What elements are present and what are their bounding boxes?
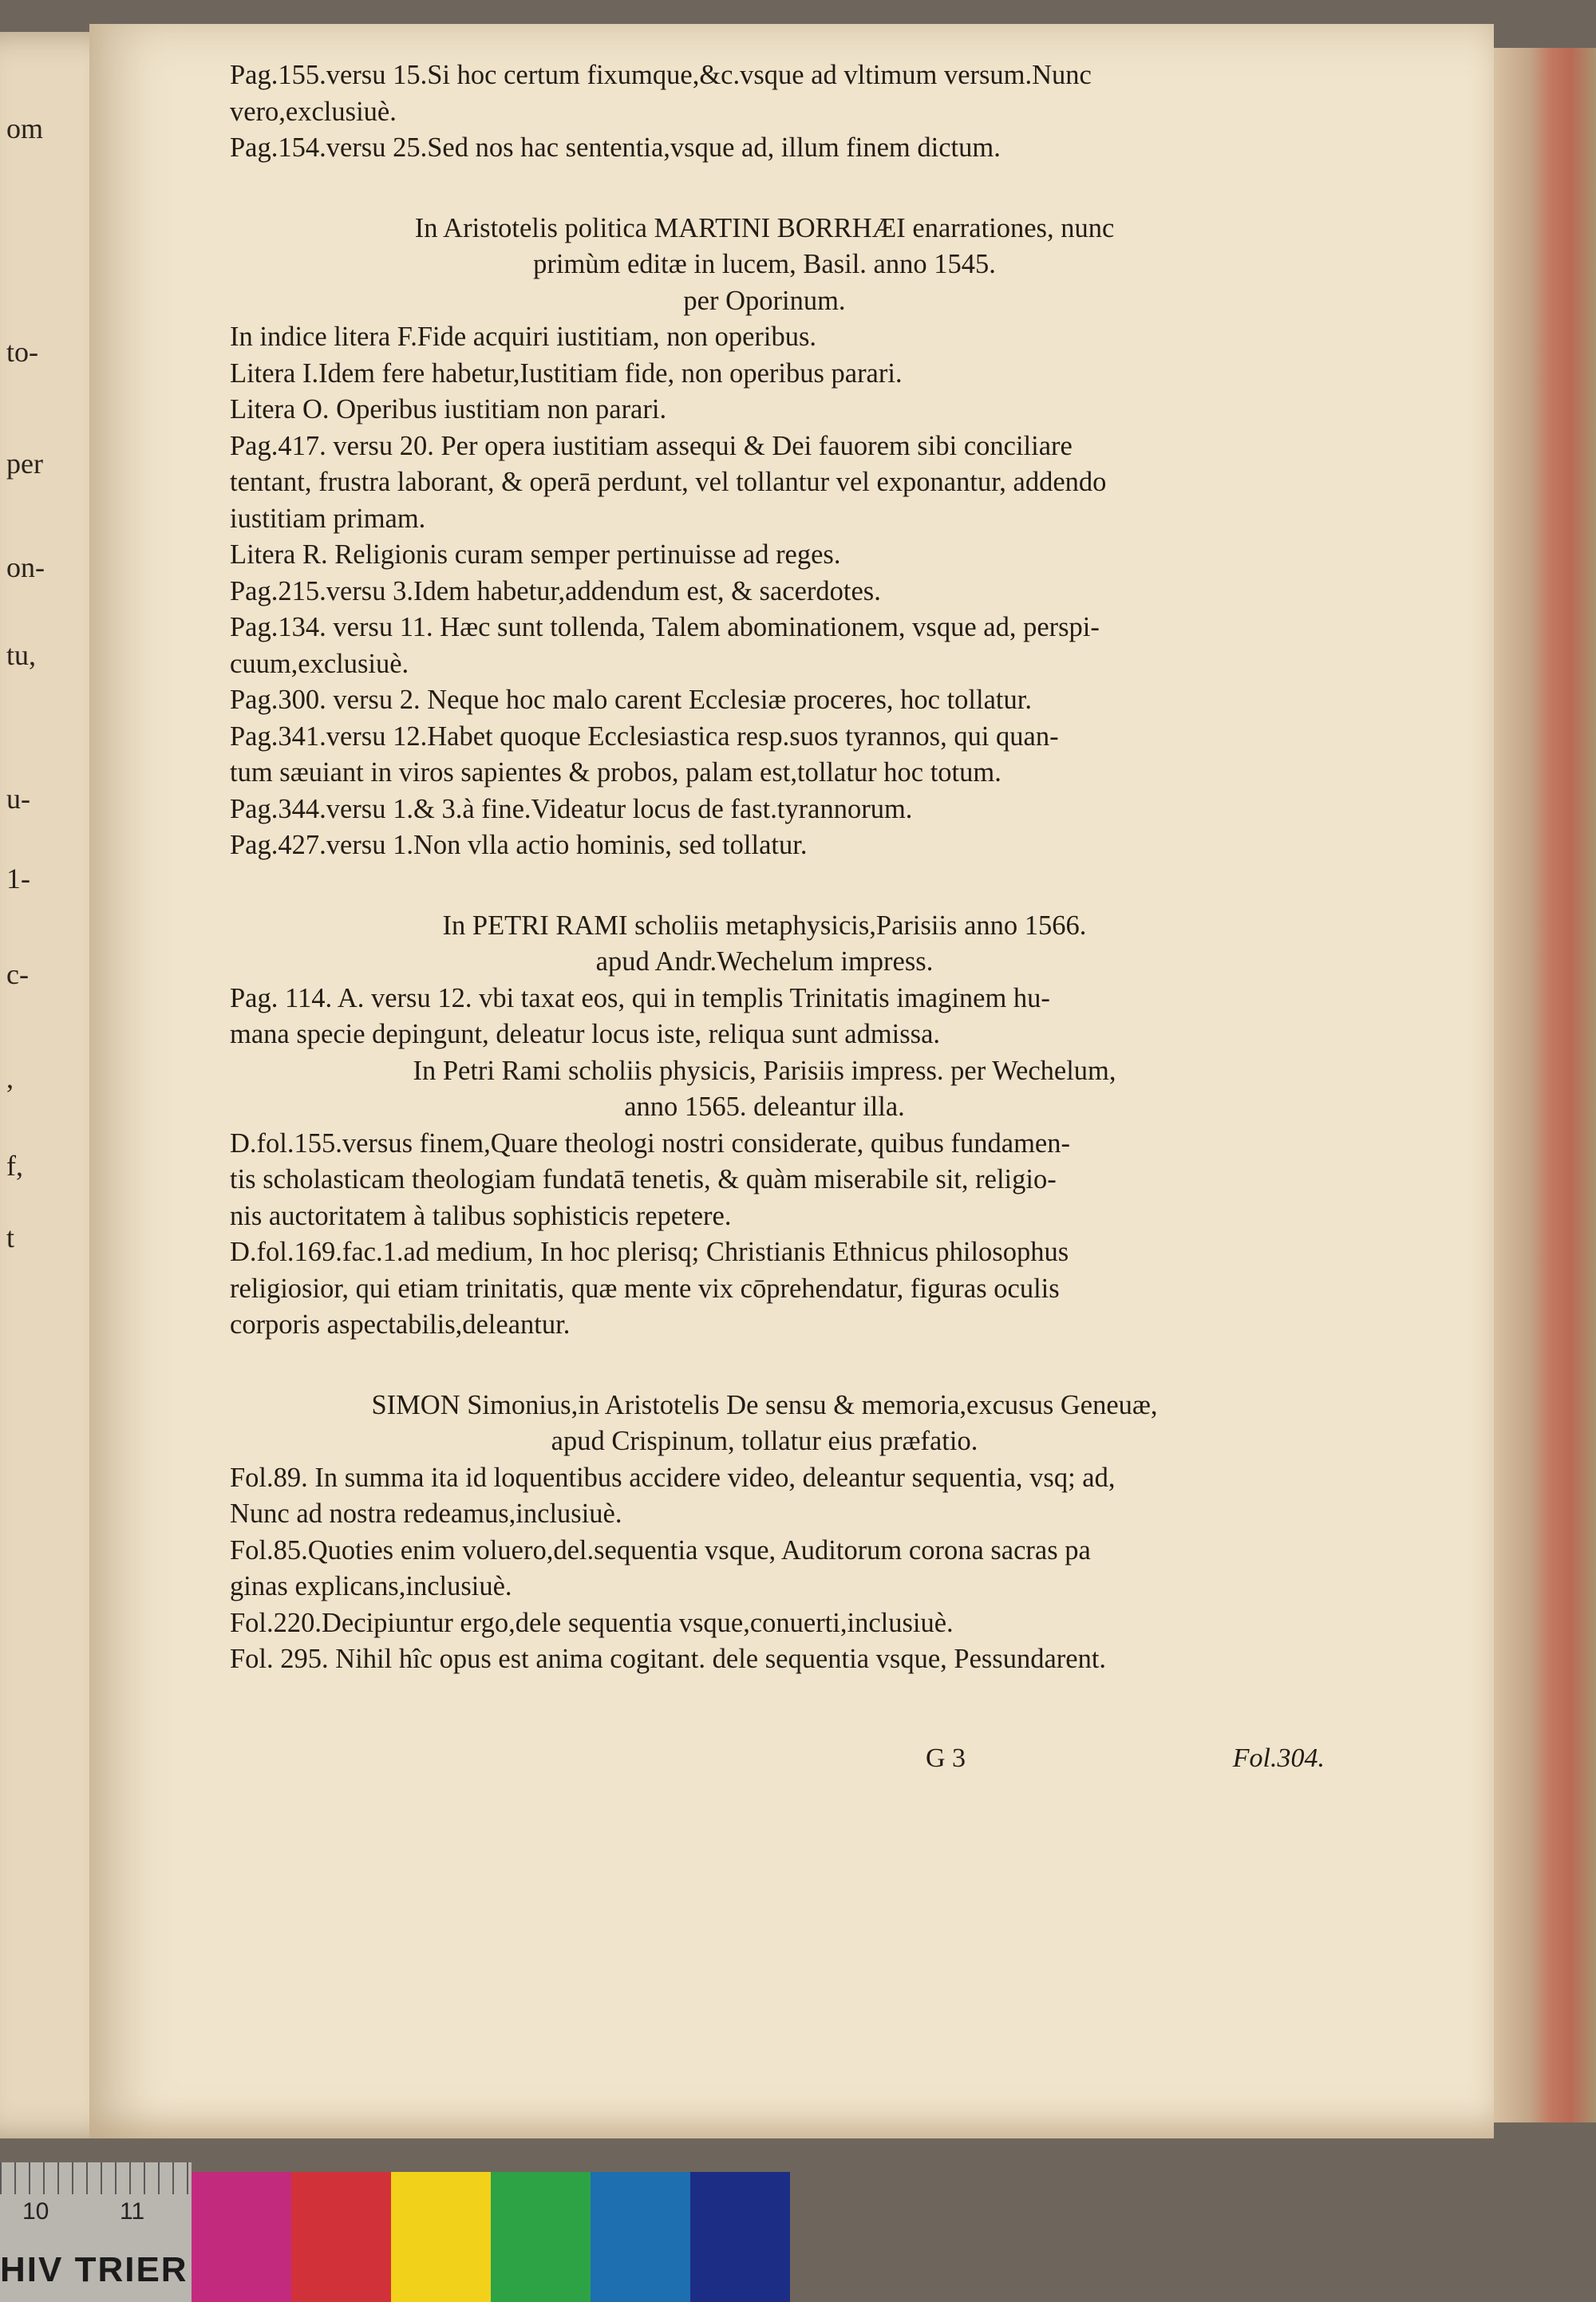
text-line: Pag.154.versu 25.Sed nos hac sententia,vsque ad, illum finem dictum. <box>230 132 1001 163</box>
section-heading-line: per Oporinum. <box>683 285 846 316</box>
color-swatch <box>491 2172 591 2302</box>
left-margin-fragment: f, <box>6 1150 23 1182</box>
left-margin-fragment: on- <box>6 551 45 583</box>
section-heading-line: SIMON Simonius,in Aristotelis De sensu & memoria,excusus Geneuæ, <box>371 1389 1158 1420</box>
text-line: Pag.134. versu 11. Hæc sunt tollenda, Talem abominationem, vsque ad, perspi- <box>230 612 1100 642</box>
text-line: Fol.85.Quoties enim voluero,del.sequentia vsque, Auditorum corona sacras pa <box>230 1534 1091 1566</box>
text-line: tis scholasticam theologiam fundatā tenetis, & quàm miserabile sit, religio- <box>230 1164 1057 1194</box>
paragraph-gap <box>230 167 1299 211</box>
text-line: Litera R. Religionis curam semper pertinuisse ad reges. <box>230 539 841 570</box>
section-heading-line: apud Andr.Wechelum impress. <box>595 946 934 977</box>
section-heading-line: In Petri Rami scholiis physicis, Parisiis impress. per Wechelum, <box>413 1055 1116 1086</box>
text-line: Fol. 295. Nihil hîc opus est anima cogitant. dele sequentia vsque, Pessundarent. <box>230 1644 1107 1674</box>
ruler-ticks <box>0 2162 192 2194</box>
text-line: iustitiam primam. <box>230 503 426 534</box>
section-heading-line: primùm editæ in lucem, Basil. anno 1545. <box>533 249 996 279</box>
text-line: D.fol.155.versus finem,Quare theologi nostri considerate, quibus fundamen- <box>230 1127 1070 1159</box>
page-footer <box>926 1743 1325 1783</box>
text-line: Pag.427.versu 1.Non vlla actio hominis, sed tollatur. <box>230 830 808 860</box>
text-line: Litera O. Operibus iustitiam non parari. <box>230 394 667 424</box>
section-heading-line: anno 1565. deleantur illa. <box>624 1092 905 1122</box>
left-margin-fragment: to- <box>6 336 38 368</box>
text-line: cuum,exclusiuè. <box>230 648 409 679</box>
left-margin-fragment: om <box>6 113 44 144</box>
left-margin-fragment: c- <box>6 958 29 990</box>
text-line: religiosior, qui etiam trinitatis, quæ mente vix cōprehendatur, figuras oculis <box>230 1273 1060 1304</box>
left-margin-fragment: t <box>6 1222 15 1254</box>
ruler-number: 10 <box>22 2198 49 2225</box>
text-line: mana specie depingunt, deleatur locus iste, reliqua sunt admissa. <box>230 1019 941 1049</box>
text-line: D.fol.169.fac.1.ad medium, In hoc plerisq; Christianis Ethnicus philosophus <box>230 1237 1069 1267</box>
text-line: Fol.220.Decipiuntur ergo,dele sequentia vsque,conuerti,inclusiuè. <box>230 1607 954 1638</box>
text-line: Pag.300. versu 2. Neque hoc malo carent Ecclesiæ proceres, hoc tollatur. <box>230 685 1032 715</box>
left-margin-fragment: tu, <box>6 639 37 671</box>
color-swatch <box>591 2172 690 2302</box>
ruler-number: 11 <box>120 2198 145 2225</box>
text-line: In indice litera F.Fide acquiri iustitiam, non operibus. <box>230 322 817 352</box>
page-text <box>230 57 1299 1678</box>
page-fore-edge <box>1494 48 1596 2122</box>
left-margin-fragment: 1- <box>6 863 30 894</box>
section-heading-line: apud Crispinum, tollatur eius præfatio. <box>551 1426 978 1456</box>
left-margin-fragment: , <box>6 1062 14 1094</box>
text-line: Fol.89. In summa ita id loquentibus accidere video, deleantur sequentia, vsq; ad, <box>230 1462 1116 1493</box>
text-line: Pag.341.versu 12.Habet quoque Ecclesiastica resp.suos tyrannos, qui quan- <box>230 721 1059 752</box>
text-line: ginas explicans,inclusiuè. <box>230 1571 512 1601</box>
color-swatch <box>192 2172 291 2302</box>
left-margin-fragment: per <box>6 448 43 480</box>
text-line: vero,exclusiuè. <box>230 96 397 127</box>
text-line: Pag.344.versu 1.& 3.à fine.Videatur locus de fast.tyrannorum. <box>230 793 913 824</box>
text-line: Pag. 114. A. versu 12. vbi taxat eos, qui in templis Trinitatis imaginem hu- <box>230 982 1050 1013</box>
signature-mark: G 3 <box>926 1743 966 1773</box>
text-line: Nunc ad nostra redeamus,inclusiuè. <box>230 1498 622 1529</box>
text-line: nis auctoritatem à talibus sophisticis repetere. <box>230 1200 732 1231</box>
text-line: tentant, frustra laborant, & operā perdunt, vel tollantur vel exponantur, addendo <box>230 467 1107 497</box>
section-heading-line: In Aristotelis politica MARTINI BORRHÆI enarrationes, nunc <box>414 212 1115 243</box>
archive-label: HIV TRIER <box>0 2250 188 2289</box>
paragraph-gap <box>230 1344 1299 1388</box>
text-line: Pag.417. versu 20. Per opera iustitiam assequi & Dei fauorem sibi conciliare <box>230 430 1073 461</box>
color-swatch <box>391 2172 491 2302</box>
left-margin-fragment: u- <box>6 783 30 815</box>
paragraph-gap <box>230 864 1299 908</box>
catchword: Fol.304. <box>1232 1743 1325 1773</box>
text-line: Pag.155.versu 15.Si hoc certum fixumque,&c.vsque ad vltimum versum.Nunc <box>230 60 1092 90</box>
text-line: Litera I.Idem fere habetur,Iustitiam fide, non operibus parari. <box>230 357 903 389</box>
color-swatch <box>690 2172 790 2302</box>
text-line: Pag.215.versu 3.Idem habetur,addendum est, & sacerdotes. <box>230 575 881 606</box>
section-heading-line: In PETRI RAMI scholiis metaphysicis,Parisiis anno 1566. <box>442 910 1087 941</box>
color-swatch <box>291 2172 391 2302</box>
text-line: corporis aspectabilis,deleantur. <box>230 1309 571 1340</box>
text-line: tum sæuiant in viros sapientes & probos, palam est,tollatur hoc totum. <box>230 757 1001 788</box>
